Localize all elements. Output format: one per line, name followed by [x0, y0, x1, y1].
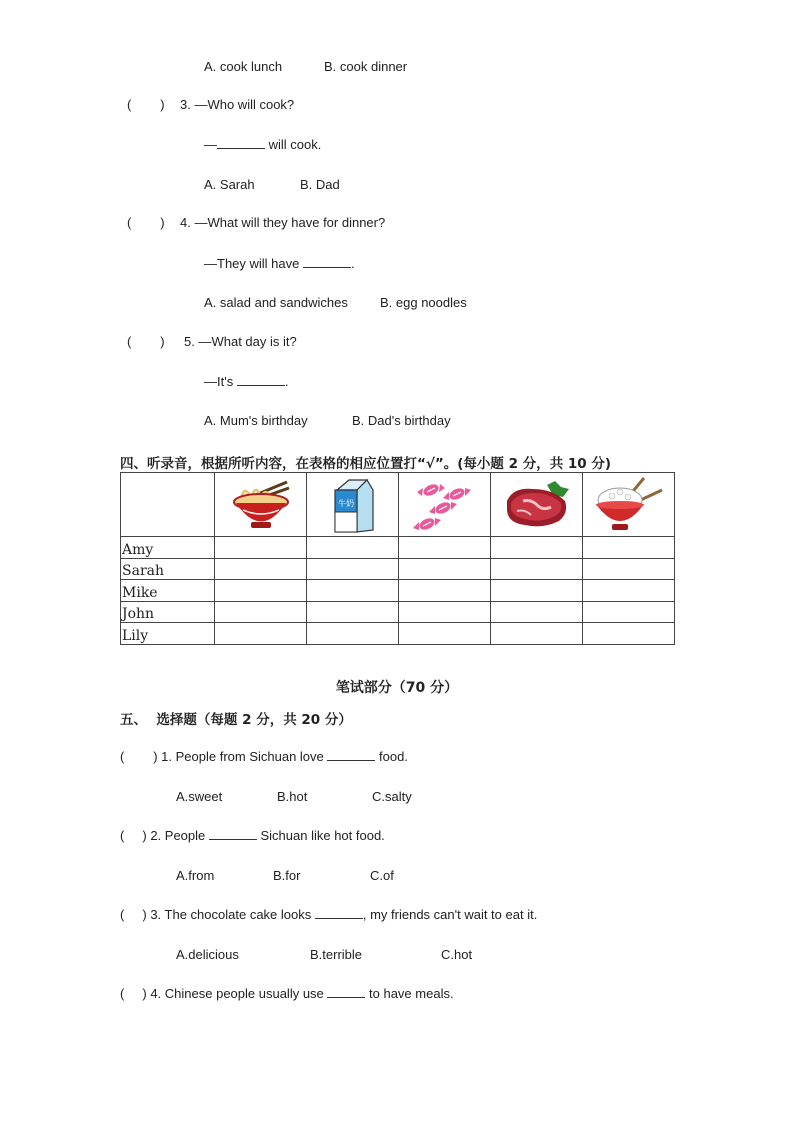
q5-answer: [204, 374, 288, 389]
food-table: [120, 472, 675, 645]
answer-cell[interactable]: [491, 537, 583, 559]
w-q4-text-pre: 4. Chinese people usually use: [146, 986, 328, 1001]
answer-cell[interactable]: [215, 537, 307, 559]
q3-blank: [217, 137, 265, 149]
answer-cell[interactable]: [491, 601, 583, 623]
w-q3-option-b: B.terrible: [310, 947, 363, 962]
q3-number: 3.: [180, 97, 191, 112]
w-q3-text-post: , my friends can't wait to eat it.: [362, 907, 538, 922]
q5-option-b: B. Dad's birthday: [352, 413, 451, 428]
q4-answer-pre: —They will have: [204, 256, 303, 271]
w-q1-text-pre: 1. People from Sichuan love: [157, 749, 328, 764]
q5-option-a: A. Mum's birthday: [204, 413, 308, 428]
q2-option-a: A. cook lunch: [204, 59, 283, 74]
q5-blank: [237, 374, 285, 386]
row-name: Lily: [121, 623, 215, 645]
q5-answer-pre: —It's: [204, 374, 237, 389]
section5-title: 五、 选择题（每题 2 分，共 20 分）: [120, 712, 352, 728]
q3-answer: [204, 137, 321, 152]
q5-question: [184, 334, 297, 349]
table-row: [121, 558, 675, 580]
corner-cell: [121, 473, 215, 537]
q4-question: [180, 215, 385, 230]
q4-answer: [204, 256, 355, 271]
answer-cell[interactable]: [399, 537, 491, 559]
q4-question-text: —What will they have for dinner?: [194, 215, 386, 230]
header-cell-candy: [399, 473, 491, 537]
q4-number: 4.: [180, 215, 191, 230]
candy-icon: [413, 476, 477, 534]
table-row: [121, 537, 675, 559]
w-q1-option-c: C.salty: [372, 789, 412, 804]
w-q4-paren: ( ): [120, 986, 147, 1001]
w-q3-paren: ( ): [120, 907, 147, 922]
answer-cell[interactable]: [399, 580, 491, 602]
written-part-title: 笔试部分（70 分）: [335, 680, 459, 696]
answer-cell[interactable]: [215, 623, 307, 645]
w-q4-text-post: to have meals.: [365, 986, 454, 1001]
answer-cell[interactable]: [307, 580, 399, 602]
q5-paren: ( ): [127, 334, 165, 349]
q2-option-b: B. cook dinner: [324, 59, 408, 74]
answer-cell[interactable]: [583, 623, 675, 645]
answer-cell[interactable]: [399, 601, 491, 623]
q4-blank: [303, 256, 351, 268]
q4-paren: ( ): [127, 215, 165, 230]
answer-cell[interactable]: [215, 601, 307, 623]
rice-bowl-icon: [594, 476, 664, 534]
answer-cell[interactable]: [215, 558, 307, 580]
w-q2-paren: ( ): [120, 828, 147, 843]
header-cell-milk: [307, 473, 399, 537]
table-row: [121, 601, 675, 623]
w-q1-option-a: A.sweet: [176, 789, 223, 804]
w-q3-option-a: A.delicious: [176, 947, 239, 962]
q3-option-a: A. Sarah: [204, 177, 255, 192]
q4-option-b: B. egg noodles: [380, 295, 467, 310]
q3-question: [180, 97, 294, 112]
w-q3-text-pre: 3. The chocolate cake looks: [146, 907, 315, 922]
header-cell-steak: [491, 473, 583, 537]
milk-label: 牛奶: [337, 498, 354, 508]
q4-option-a: A. salad and sandwiches: [204, 295, 348, 310]
w-q2: [120, 828, 385, 843]
row-name: Amy: [121, 537, 215, 559]
section4-title: 四、听录音，根据所听内容，在表格的相应位置打“√”。(每小题 2 分，共 10 分): [120, 456, 612, 472]
w-q2-text-pre: 2. People: [146, 828, 209, 843]
answer-cell[interactable]: [583, 537, 675, 559]
w-q2-option-b: B.for: [273, 868, 301, 883]
q3-option-b: B. Dad: [300, 177, 340, 192]
q3-answer-pre: —: [204, 137, 217, 152]
answer-cell[interactable]: [583, 558, 675, 580]
w-q4: [120, 986, 454, 1001]
w-q2-blank: [209, 828, 257, 840]
q3-paren: ( ): [127, 97, 165, 112]
header-cell-rice: [583, 473, 675, 537]
w-q1: [120, 749, 408, 764]
answer-cell[interactable]: [491, 558, 583, 580]
noodles-bowl-icon: [231, 476, 291, 534]
answer-cell[interactable]: [307, 537, 399, 559]
table-row: [121, 623, 675, 645]
w-q2-text-post: Sichuan like hot food.: [256, 828, 385, 843]
w-q4-blank: [327, 986, 365, 998]
answer-cell[interactable]: [399, 623, 491, 645]
table-row: [121, 580, 675, 602]
w-q3: [120, 907, 537, 922]
answer-cell[interactable]: [307, 601, 399, 623]
q5-answer-post: .: [284, 374, 289, 389]
w-q1-blank: [327, 749, 375, 761]
answer-cell[interactable]: [215, 580, 307, 602]
w-q1-paren: ( ): [120, 749, 158, 764]
w-q2-option-c: C.of: [370, 868, 394, 883]
answer-cell[interactable]: [491, 580, 583, 602]
answer-cell[interactable]: [491, 623, 583, 645]
milk-carton-icon: [329, 476, 377, 534]
q4-answer-post: .: [350, 256, 355, 271]
row-name: Mike: [121, 580, 215, 602]
answer-cell[interactable]: [307, 623, 399, 645]
row-name: Sarah: [121, 558, 215, 580]
q3-answer-post: will cook.: [265, 137, 322, 152]
table-header-row: [121, 473, 675, 537]
answer-cell[interactable]: [307, 558, 399, 580]
q5-number: 5.: [184, 334, 195, 349]
w-q3-blank: [315, 907, 363, 919]
w-q2-option-a: A.from: [176, 868, 215, 883]
row-name: John: [121, 601, 215, 623]
w-q1-text-post: food.: [375, 749, 408, 764]
answer-cell[interactable]: [399, 558, 491, 580]
q5-question-text: —What day is it?: [198, 334, 297, 349]
answer-cell[interactable]: [583, 601, 675, 623]
steak-icon: [503, 479, 571, 531]
header-cell-noodles: [215, 473, 307, 537]
q3-question-text: —Who will cook?: [194, 97, 295, 112]
w-q3-option-c: C.hot: [441, 947, 473, 962]
w-q1-option-b: B.hot: [277, 789, 308, 804]
answer-cell[interactable]: [583, 580, 675, 602]
